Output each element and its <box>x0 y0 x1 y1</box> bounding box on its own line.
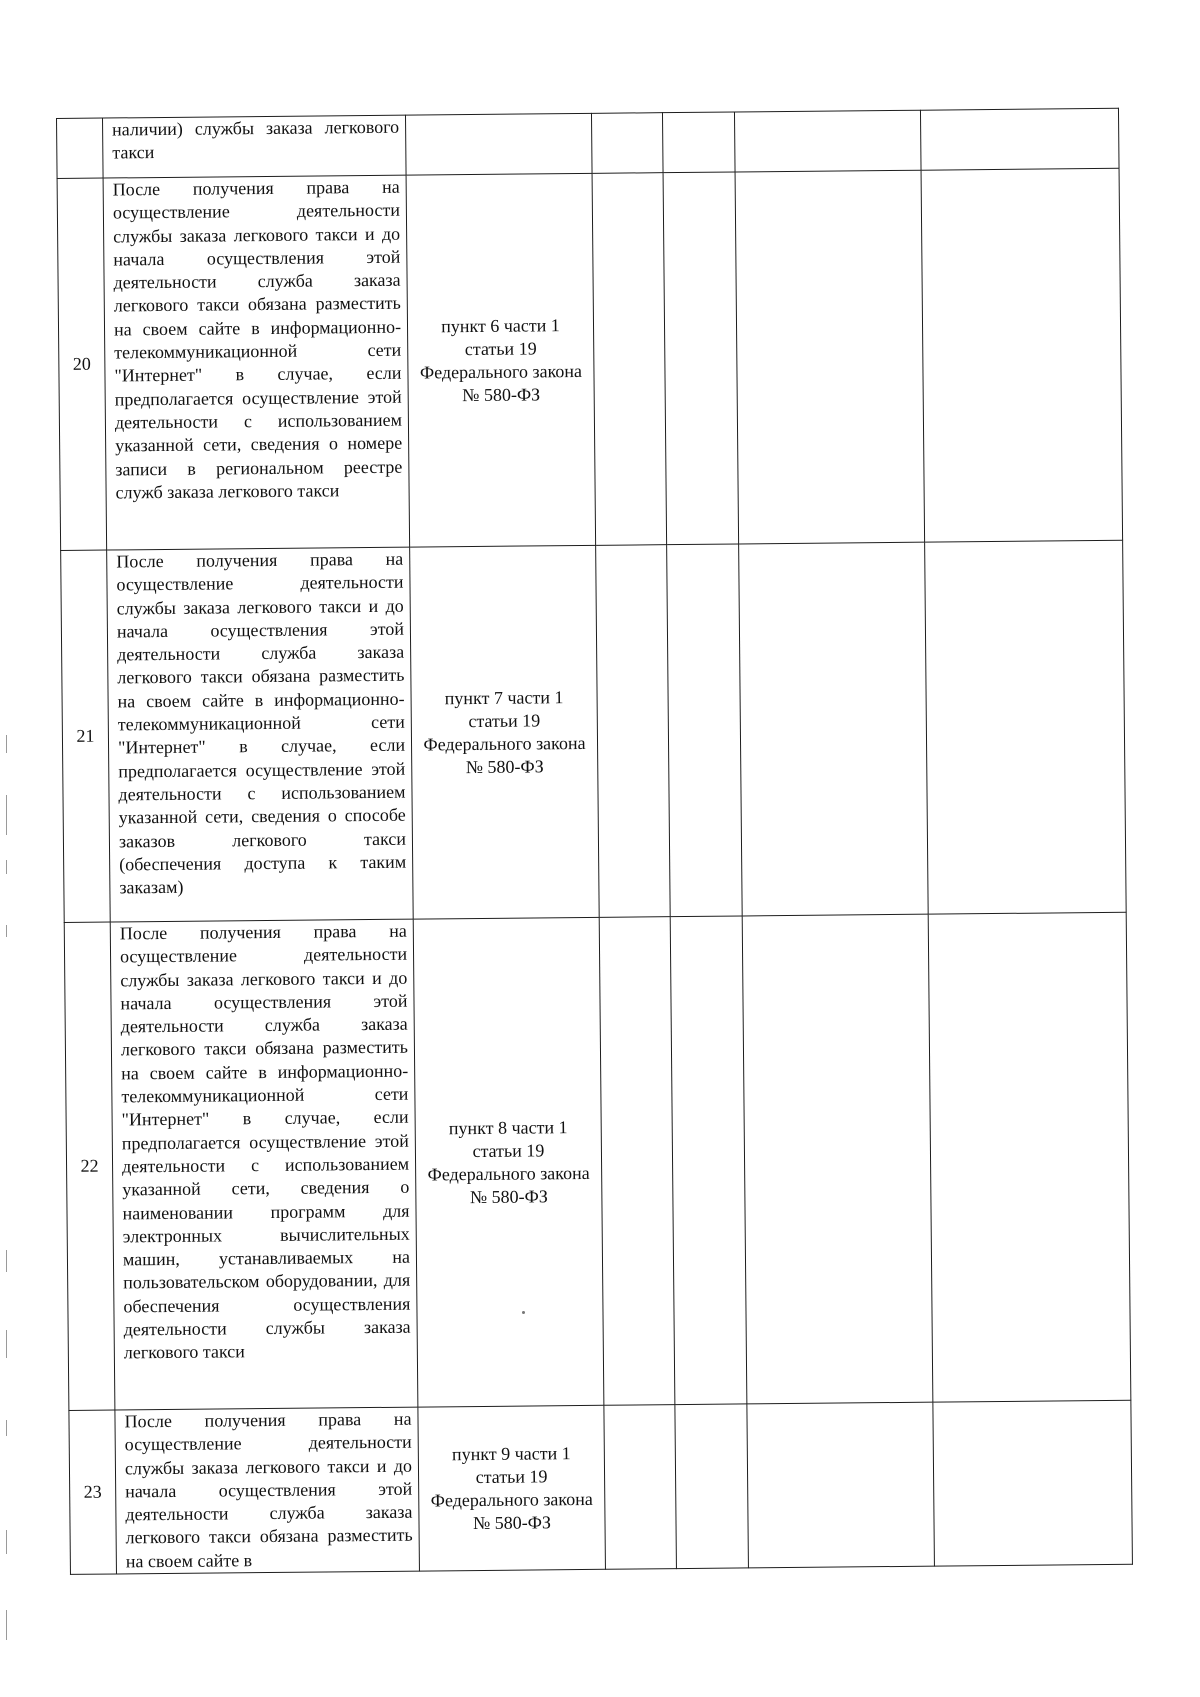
answer-yes-cell <box>592 173 667 546</box>
scan-edge-mark <box>6 795 7 835</box>
row-number: 23 <box>69 1410 117 1575</box>
row-number-cell <box>57 118 104 178</box>
table-row <box>57 168 1123 550</box>
answer-no-cell <box>663 172 739 545</box>
answer-no-cell <box>662 112 735 173</box>
requirement-text: После получения права на осуществление деятельности службы заказа легкового такси и до начала осуществления этой деятельности служба заказа легкового такси обязана разместить на своем сайте в информационно-телекоммуникационной сети "Интернет" в случае, если предполагается осуществление этой деятельности с использованием указанной сети, сведения о номере записи в региональном реестре служб заказа легкового такси <box>103 175 410 550</box>
answer-no-cell <box>675 1404 749 1569</box>
scan-edge-mark <box>6 1610 7 1640</box>
table-row <box>61 540 1127 922</box>
not-applicable-cell <box>742 914 933 1404</box>
answer-yes-cell <box>591 113 663 174</box>
legal-reference-cell <box>405 113 592 175</box>
note-cell <box>925 540 1127 914</box>
note-cell <box>921 168 1123 542</box>
legal-reference: пункт 9 части 1 статьи 19 Федерального закона № 580-ФЗ <box>418 1405 606 1571</box>
not-applicable-cell <box>747 1402 935 1568</box>
requirement-cell: наличии) службы заказа легкового такси <box>103 115 407 178</box>
row-number: 21 <box>61 550 111 922</box>
scan-edge-mark <box>6 735 7 753</box>
scan-edge-mark <box>6 1330 7 1358</box>
not-applicable-cell <box>735 170 925 544</box>
legal-reference: пункт 7 части 1 статьи 19 Федерального закона № 580-ФЗ <box>410 545 600 919</box>
requirements-table <box>56 108 1133 1575</box>
table-row <box>69 1400 1133 1574</box>
answer-yes-cell <box>604 1405 677 1570</box>
requirement-text: После получения права на осуществление деятельности службы заказа легкового такси и до начала осуществления этой деятельности служба заказа легкового такси обязана разместить на своем сайте в <box>115 1407 420 1574</box>
scan-edge-mark <box>6 1530 7 1554</box>
note-cell <box>933 1400 1133 1566</box>
table-row <box>64 912 1131 1410</box>
scan-edge-mark <box>6 1250 7 1272</box>
table-row-continuation <box>57 108 1120 178</box>
legal-reference: пункт 8 части 1 статьи 19 Федерального закона № 580-ФЗ <box>413 917 604 1407</box>
answer-no-cell <box>667 544 743 917</box>
legal-reference: пункт 6 части 1 статьи 19 Федерального закона № 580-ФЗ <box>406 173 596 547</box>
scan-edge-mark <box>6 925 7 937</box>
row-number: 20 <box>57 178 107 550</box>
requirement-text: После получения права на осуществление деятельности службы заказа легкового такси и до начала осуществления этой деятельности служба заказа легкового такси обязана разместить на своем сайте в информационно-телекоммуникационной сети "Интернет" в случае, если предполагается осуществление этой деятельности с использованием указанной сети, сведения о наименовании программ для электронных вычислительных машин, устанавливаемых на пользовательском оборудовании, для обеспечения осуществления деятельности службы заказа легкового такси <box>110 919 418 1410</box>
not-applicable-cell <box>734 110 921 172</box>
row-number: 22 <box>64 922 115 1410</box>
scan-edge-mark <box>6 860 7 874</box>
requirement-text: После получения права на осуществление деятельности службы заказа легкового такси и до начала осуществления этой деятельности служба заказа легкового такси обязана разместить на своем сайте в информационно-телекоммуникационной сети "Интернет" в случае, если предполагается осуществление этой деятельности с использованием указанной сети, сведения о способе заказов легкового такси (обеспечения доступа к таким заказам) <box>107 547 414 922</box>
answer-yes-cell <box>596 545 671 918</box>
answer-no-cell <box>670 916 747 1405</box>
not-applicable-cell <box>739 542 929 916</box>
note-cell <box>920 108 1119 170</box>
note-cell <box>928 912 1131 1402</box>
answer-yes-cell <box>599 917 675 1406</box>
scan-edge-mark <box>6 1420 7 1436</box>
